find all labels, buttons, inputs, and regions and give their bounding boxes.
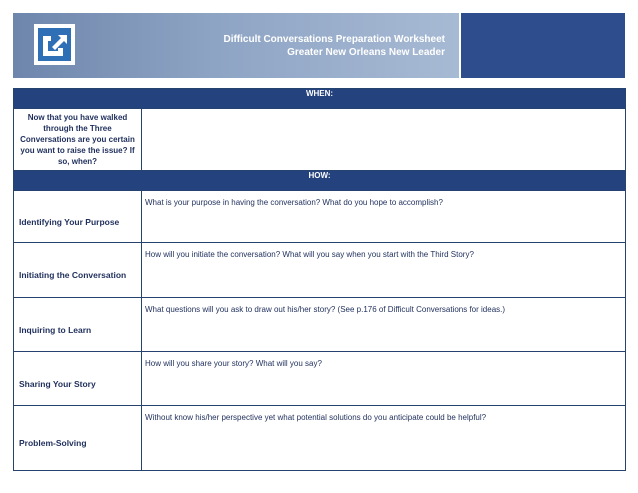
row-prompt-field[interactable]: Without know his/her perspective yet what potential solutions do you anticipate could be helpful? [142,406,626,471]
row-label: Initiating the Conversation [14,243,142,298]
row-prompt-field[interactable]: How will you initiate the conversation? What will you say when you start with the Third Story? [142,243,626,298]
when-row [14,109,626,171]
row-label: Problem-Solving [14,406,142,471]
how-row-problem-solving [14,406,626,471]
title-line-1: Difficult Conversations Preparation Worksheet [223,34,445,45]
title-line-2: Greater New Orleans New Leader [287,47,445,58]
row-label: Inquiring to Learn [14,298,142,352]
arrow-out-box-icon [34,24,75,65]
row-label: Sharing Your Story [14,352,142,406]
when-answer-field[interactable] [142,109,626,171]
how-section-bar [14,171,626,191]
header-side-panel [461,13,625,78]
when-section-bar [14,89,626,109]
how-row-purpose [14,191,626,243]
worksheet-title [223,33,445,59]
worksheet-table [13,88,626,471]
worksheet-header [13,13,625,78]
how-row-sharing [14,352,626,406]
how-row-inquiring [14,298,626,352]
how-row-initiating [14,243,626,298]
how-heading: HOW: [14,171,626,191]
header-banner [13,13,459,78]
when-heading: WHEN: [14,89,626,109]
row-prompt-field[interactable]: What is your purpose in having the conversation? What do you hope to accomplish? [142,191,626,243]
row-prompt-field[interactable]: What questions will you ask to draw out his/her story? (See p.176 of Difficult Conversations for ideas.) [142,298,626,352]
row-prompt-field[interactable]: How will you share your story? What will you say? [142,352,626,406]
when-question: Now that you have walked through the Three Conversations are you certain you want to raise the issue? If so, when? [14,109,142,171]
row-label: Identifying Your Purpose [14,191,142,243]
